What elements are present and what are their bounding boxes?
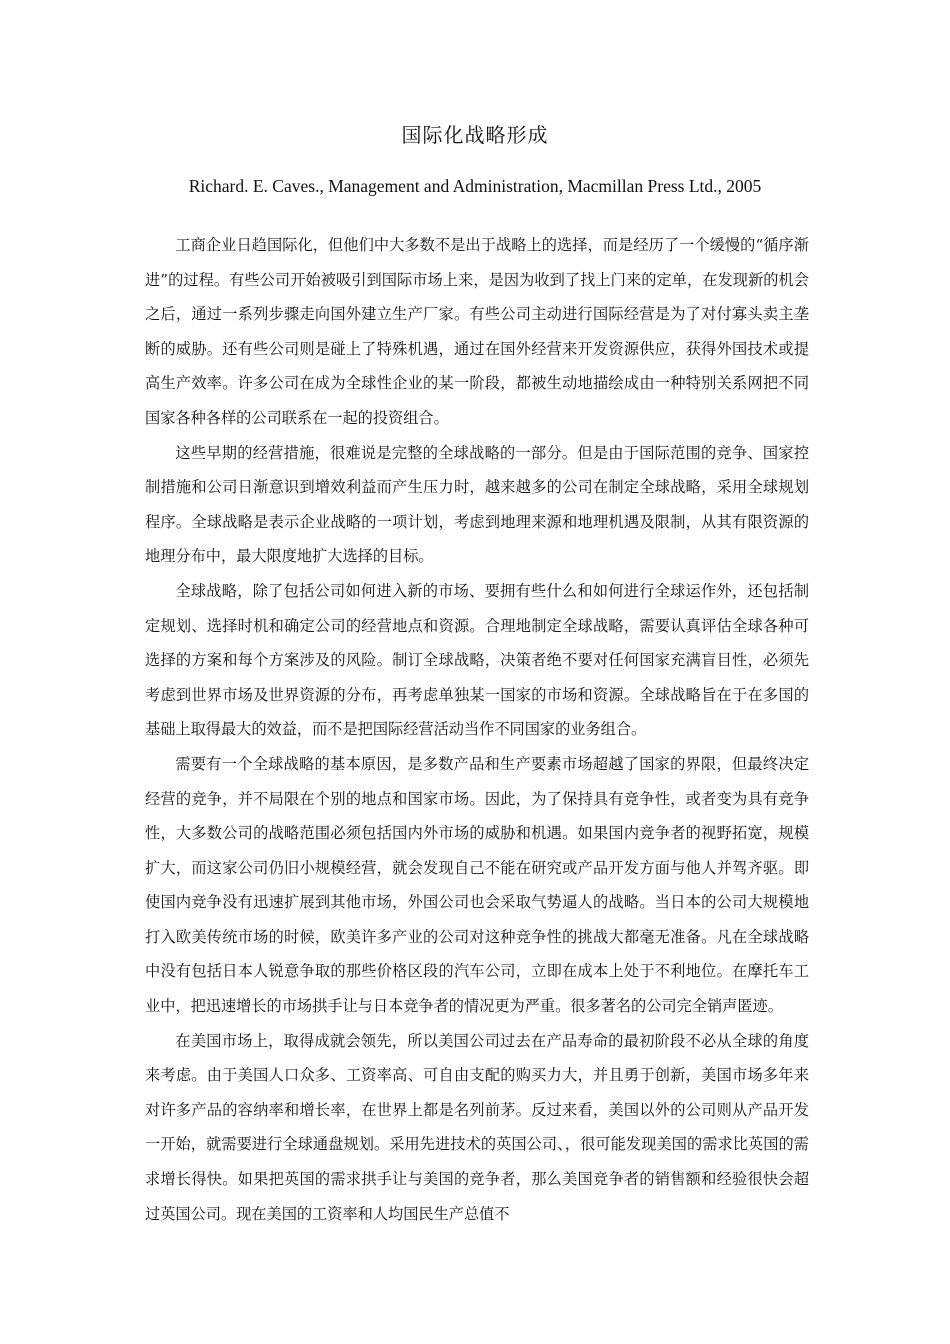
document-title: 国际化战略形成 [401, 123, 549, 147]
paragraph-5: 在美国市场上，取得成就会领先，所以美国公司过去在产品寿命的最初阶段不必从全球的角度来考虑。由于美国人口众多、工资率高、可自由支配的购买力大，并且勇于创新，美国市场多年来对许多产品的容纳率和增长率，在世界上都是名列前茅。反过来看，美国以外的公司则从产品开发一开始，就需要进行全球通盘规划。采用先进技术的英国公司、，很可能发现美国的需求比英国的需求增长得快。如果把英国的需求拱手让与美国的竞争者，那么美国竞争者的销售额和经验很快会超过英国公司。现在美国的工资率和人均国民生产总值不 [145, 1031, 809, 1223]
citation-line: Richard. E. Caves., Management and Administration, Macmillan Press Ltd., 2005 [188, 176, 762, 196]
paragraph-1: 工商企业日趋国际化，但他们中大多数不是出于战略上的选择，而是经历了一个缓慢的“循序渐进”的过程。有些公司开始被吸引到国际市场上来，是因为收到了找上门来的定单，在发现新的机会之后，通过一系列步骤走向国外建立生产厂家。有些公司主动进行国际经营是为了对付寡头卖主垄断的威胁。还有些公司则是碰上了特殊机遇，通过在国外经营来开发资源供应，获得外国技术或提高生产效率。许多公司在成为全球性企业的某一阶段，都被生动地描绘成由一种特别关系网把不同国家各种各样的公司联系在一起的投资组合。 [145, 236, 809, 427]
body-text [145, 228, 809, 1231]
paragraph-2: 这些早期的经营措施，很难说是完整的全球战略的一部分。但是由于国际范围的竞争、国家控制措施和公司日渐意识到增效利益而产生压力时，越来越多的公司在制定全球战略，采用全球规划程序。全球战略是表示企业战略的一项计划，考虑到地理来源和地理机遇及限制，从其有限资源的地理分布中，最大限度地扩大选择的目标。 [145, 443, 809, 566]
paragraph-3: 全球战略，除了包括公司如何进入新的市场、要拥有些什么和如何进行全球运作外，还包括制定规划、选择时机和确定公司的经营地点和资源。合理地制定全球战略，需要认真评估全球各种可选择的方案和每个方案涉及的风险。制订全球战略，决策者绝不要对任何国家充满盲目性，必须先考虑到世界市场及世界资源的分布，再考虑单独某一国家的市场和资源。全球战略旨在于在多国的基础上取得最大的效益，而不是把国际经营活动当作不同国家的业务组合。 [145, 581, 809, 739]
paragraph-4: 需要有一个全球战略的基本原因，是多数产品和生产要素市场超越了国家的界限，但最终决定经营的竞争，并不局限在个别的地点和国家市场。因此，为了保持具有竞争性，或者变为具有竞争性，大多数公司的战略范围必须包括国内外市场的威胁和机遇。如果国内竞争者的视野拓宽，规模扩大，而这家公司仍旧小规模经营，就会发现自己不能在研究或产品开发方面与他人并驾齐驱。即使国内竞争没有迅速扩展到其他市场，外国公司也会采取气势逼人的战略。当日本的公司大规模地打入欧美传统市场的时候，欧美许多产业的公司对这种竞争性的挑战大都毫无准备。凡在全球战略中没有包括日本人锐意争取的那些价格区段的汽车公司，立即在成本上处于不利地位。在摩托车工业中，把迅速增长的市场拱手让与日本竞争者的情况更为严重。很多著名的公司完全销声匿迹。 [145, 754, 809, 1016]
